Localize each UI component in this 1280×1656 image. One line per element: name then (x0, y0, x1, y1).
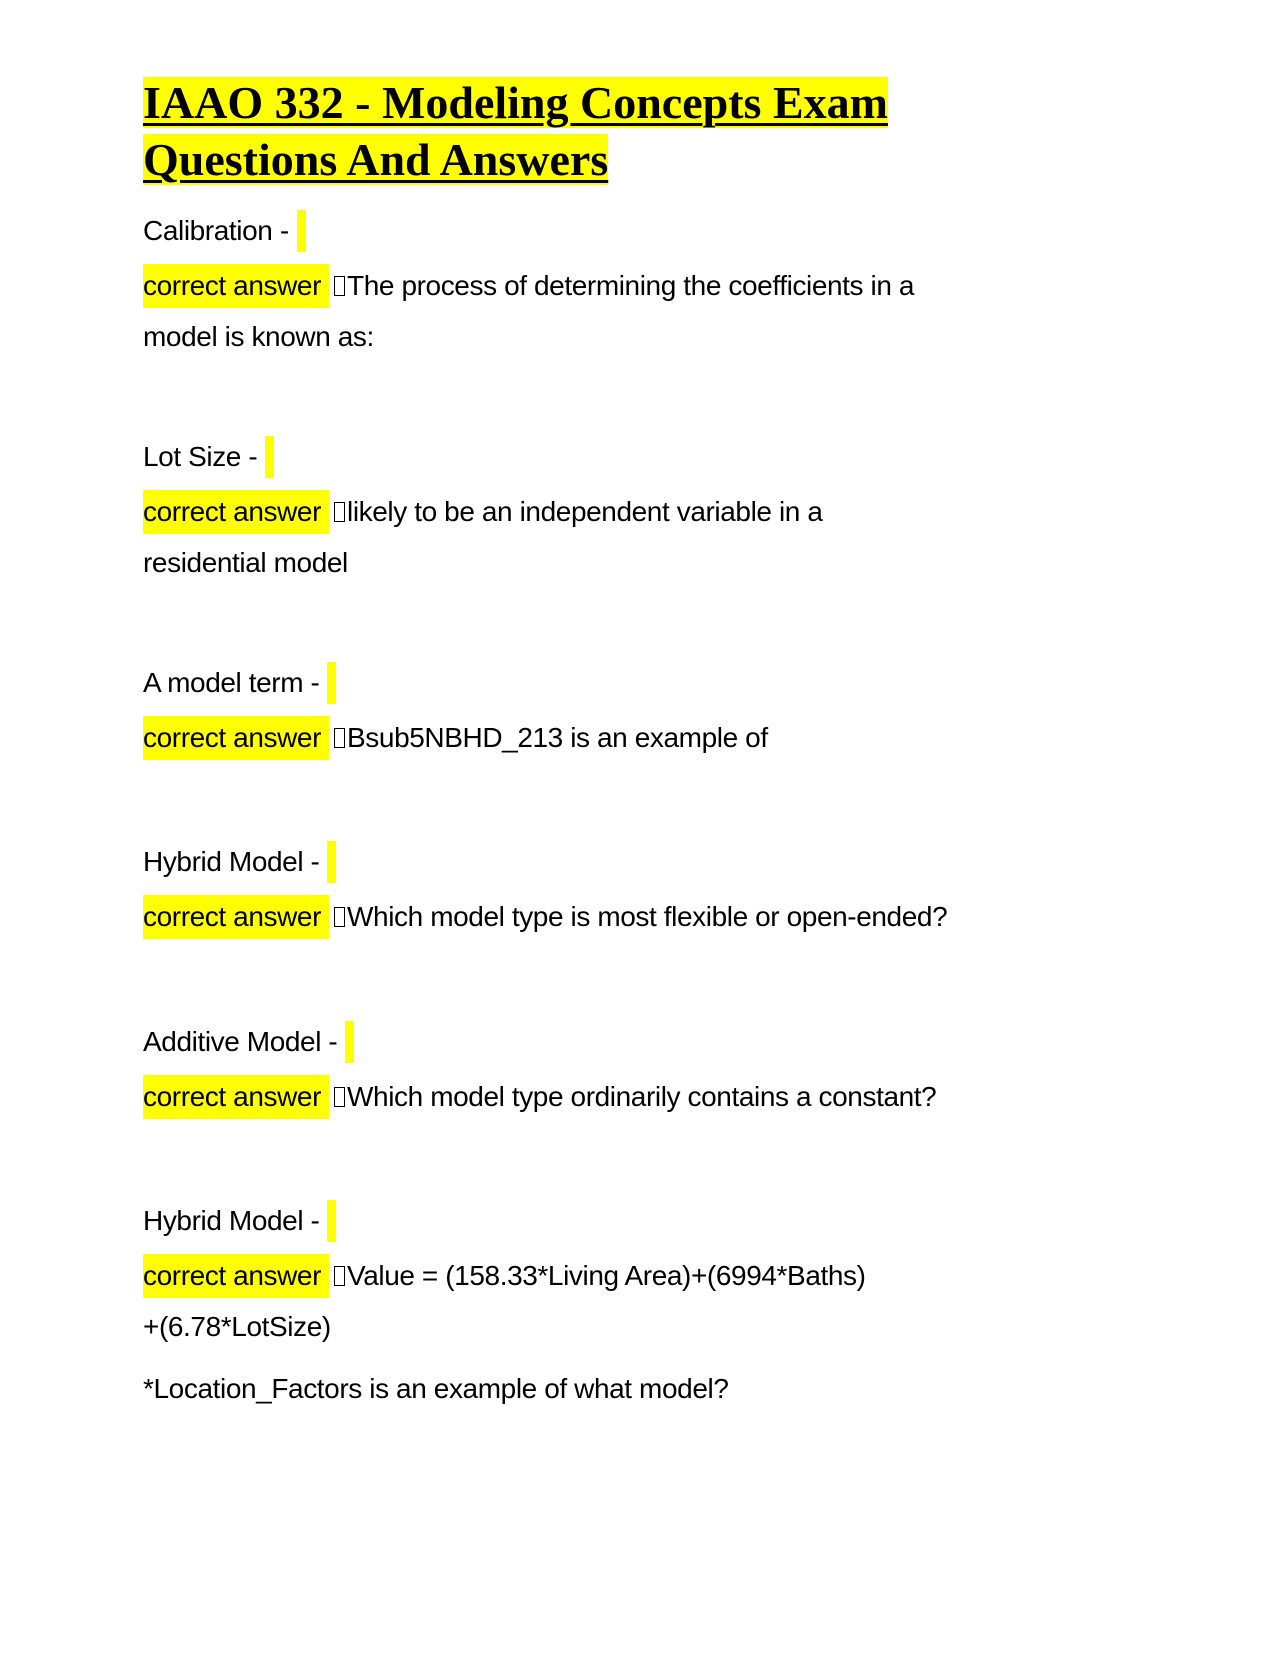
document-title (143, 74, 1043, 188)
answer-line (143, 710, 1143, 765)
answer-continuation: model is known as: (143, 321, 374, 352)
correct-answer-label: correct answer (143, 1254, 329, 1298)
missing-glyph-icon (334, 502, 345, 522)
term-text: Additive Model - (143, 1025, 338, 1057)
qa-item (143, 1193, 1143, 1413)
highlight-marker (297, 210, 306, 252)
answer-line (143, 889, 1143, 944)
missing-glyph-icon (334, 1087, 345, 1107)
question-term (143, 429, 1143, 484)
question-term (143, 834, 1143, 889)
answer-line (143, 484, 1143, 539)
term-text: Calibration - (143, 214, 289, 246)
answer-line (143, 258, 1143, 313)
missing-glyph-icon (334, 276, 345, 296)
qa-item (143, 203, 1143, 361)
answer-text: Which model type is most flexible or open-ended? (347, 900, 948, 932)
term-text: Hybrid Model - (143, 1204, 320, 1236)
answer-text: The process of determining the coefficients in a (347, 269, 915, 301)
answer-line (143, 1069, 1143, 1124)
term-text: Lot Size - (143, 440, 258, 472)
qa-item (143, 1014, 1143, 1124)
missing-glyph-icon (334, 728, 345, 748)
answer-text: Value = (158.33*Living Area)+(6994*Baths) (347, 1259, 866, 1291)
correct-answer-label: correct answer (143, 716, 329, 760)
question-term (143, 655, 1143, 710)
qa-item (143, 834, 1143, 944)
answer-text: likely to be an independent variable in a (347, 495, 823, 527)
highlight-marker (327, 1200, 336, 1242)
answer-continuation: +(6.78*LotSize) (143, 1311, 331, 1342)
missing-glyph-icon (334, 1266, 345, 1286)
question-term (143, 203, 1143, 258)
qa-item (143, 655, 1143, 765)
highlight-marker (327, 841, 336, 883)
highlight-marker (265, 436, 274, 478)
question-term (143, 1014, 1143, 1069)
highlight-marker (327, 662, 336, 704)
title-text: IAAO 332 - Modeling Concepts Exam Questions And Answers (143, 77, 888, 185)
answer-line (143, 1248, 1143, 1303)
correct-answer-label: correct answer (143, 895, 329, 939)
term-text: A model term - (143, 666, 320, 698)
answer-text: Which model type ordinarily contains a constant? (347, 1080, 937, 1112)
correct-answer-label: correct answer (143, 490, 329, 534)
qa-item (143, 429, 1143, 587)
answer-extra: *Location_Factors is an example of what model? (143, 1373, 729, 1404)
missing-glyph-icon (334, 907, 345, 927)
answer-text: Bsub5NBHD_213 is an example of (347, 721, 768, 753)
correct-answer-label: correct answer (143, 1075, 329, 1119)
question-term (143, 1193, 1143, 1248)
correct-answer-label: correct answer (143, 264, 329, 308)
term-text: Hybrid Model - (143, 845, 320, 877)
highlight-marker (345, 1021, 354, 1063)
answer-continuation: residential model (143, 547, 348, 578)
